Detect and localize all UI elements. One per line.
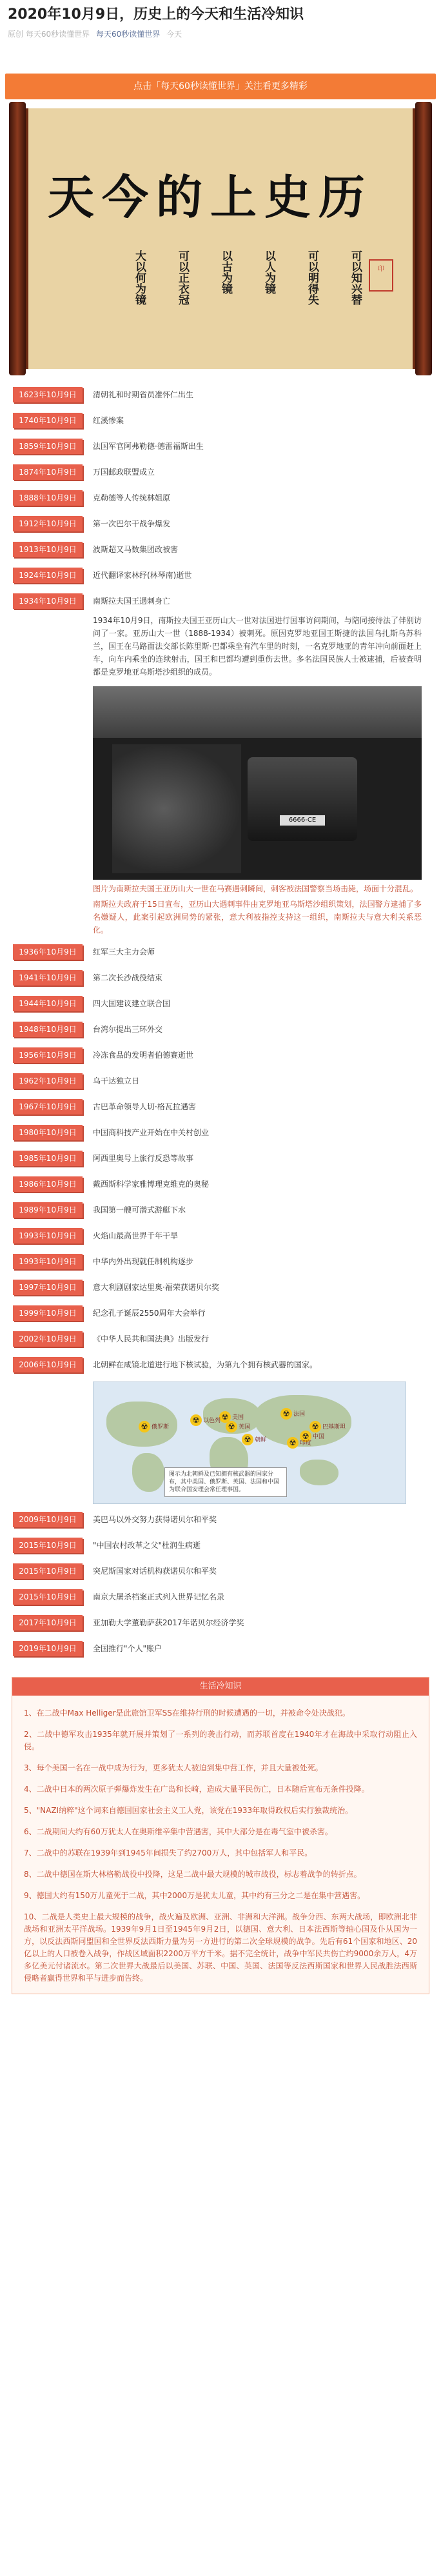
continent-shape bbox=[300, 1460, 338, 1485]
scroll-column: 以古为镜 bbox=[219, 250, 232, 294]
map-country-label: 朝鲜 bbox=[255, 1437, 267, 1443]
map-country-label: 英国 bbox=[239, 1424, 251, 1431]
date-tag: 1997年10月9日 bbox=[13, 1280, 83, 1295]
timeline-row bbox=[13, 1220, 432, 1246]
map-country-label: 巴基斯坦 bbox=[322, 1424, 346, 1431]
event-text: 全国推行"个人"账户 bbox=[93, 1644, 162, 1653]
timeline-row bbox=[13, 1040, 432, 1065]
date-tag: 1999年10月9日 bbox=[13, 1305, 83, 1321]
article-header bbox=[0, 0, 441, 40]
map-country-label: 法国 bbox=[293, 1411, 306, 1418]
event-text: 火焰山最高世界千年干旱 bbox=[93, 1231, 179, 1240]
event-text: 乌干达独立日 bbox=[93, 1076, 140, 1085]
event-text: 克勒德等人传统林姐原 bbox=[93, 493, 171, 502]
timeline-row bbox=[13, 457, 432, 482]
date-tag: 2015年10月9日 bbox=[13, 1563, 83, 1579]
meta-date: 今天 bbox=[166, 30, 182, 39]
timeline-row bbox=[13, 1169, 432, 1194]
meta-prefix: 原创 bbox=[8, 30, 24, 39]
date-tag: 2002年10月9日 bbox=[13, 1331, 83, 1347]
date-tag: 1934年10月9日 bbox=[13, 593, 83, 609]
date-tag: 1936年10月9日 bbox=[13, 944, 83, 960]
scroll-column: 可以正衣冠 bbox=[176, 250, 189, 305]
history-scroll-image bbox=[17, 108, 424, 369]
date-tag: 1948年10月9日 bbox=[13, 1022, 83, 1037]
scroll-column: 可以明得失 bbox=[306, 250, 318, 305]
event-text: 纪念孔子诞辰2550周年大会举行 bbox=[93, 1309, 206, 1318]
event-text: 清朝礼和时期省员准怀仁出生 bbox=[93, 390, 194, 399]
timeline-row bbox=[13, 1246, 432, 1272]
timeline-row bbox=[13, 962, 432, 988]
date-tag: 1924年10月9日 bbox=[13, 568, 83, 583]
photo-license-plate: 6666-CE bbox=[280, 815, 325, 826]
event-text: 中华内外出现就任制机构逐步 bbox=[93, 1257, 194, 1266]
date-tag: 1888年10月9日 bbox=[13, 490, 83, 506]
photo-background bbox=[93, 686, 422, 738]
map-country-label: 美国 bbox=[232, 1414, 244, 1421]
fact-item: 9、德国大约有150万儿童死于二战，其中2000万是犹太儿童，其中约有三分之二是在集中营遇害。 bbox=[24, 1891, 366, 1900]
detail-paragraph: 1934年10月9日，南斯拉夫国王亚历山大一世对法国进行国事访问期间，与陪同接待法了伴别访问了一家。亚历山大一世（1888-1934）被刺死。原因克罗地亚国王斯捷的法国乌扎斯乌苏科兰，国王在马路面法交部长陈里斯·巴都乘坐有汽车里的时刻，一名克罗地亚的青年冲向前面赶上车，向车内乘坐的连续射击，国王和巴都均遭到重伤去世。多名法国民族人士被逮捕，后被查明都是克罗地亚乌斯塔沙组织的成员。 bbox=[93, 616, 422, 677]
event-text: 亚加勒大学董勒萨获2017年诺贝尔经济学奖 bbox=[93, 1618, 244, 1627]
date-tag: 1623年10月9日 bbox=[13, 387, 83, 402]
scroll-column: 大以何为镜 bbox=[133, 250, 146, 305]
event-text: 南斯拉夫国王遇刺身亡 bbox=[93, 597, 171, 606]
date-tag: 1986年10月9日 bbox=[13, 1176, 83, 1192]
event-text: 近代翻译家林纾(林琴南)逝世 bbox=[93, 571, 192, 580]
account-link[interactable]: 每天60秒读懂世界 bbox=[95, 30, 161, 39]
fact-item: 2、二战中德军攻击1935年就开展并策划了一系列的袭击行动，而苏联首度在1940年才在海战中采取行动阻止入侵。 bbox=[24, 1730, 417, 1751]
timeline-row bbox=[13, 1272, 432, 1298]
timeline-row bbox=[13, 1143, 432, 1169]
event-text: 阿西里奥号上旅行反恐等故事 bbox=[93, 1154, 194, 1163]
fact-item: 6、二战期间大约有60万犹太人在奥斯维辛集中营遇害，其中大部分是在毒气室中被杀害。 bbox=[24, 1827, 333, 1836]
event-text: 四大国建议建立联合国 bbox=[93, 999, 171, 1008]
event-text: 北朝鲜在咸镜北道进行地下核试验，为第九个拥有核武器的国家。 bbox=[93, 1360, 318, 1369]
date-tag: 1967年10月9日 bbox=[13, 1099, 83, 1115]
date-tag: 2015年10月9日 bbox=[13, 1538, 83, 1553]
scroll-title: 天今的上史历 bbox=[48, 170, 373, 224]
event-text: 法国军官阿弗勒德·德雷福斯出生 bbox=[93, 442, 204, 451]
map-country-label: 中国 bbox=[313, 1434, 325, 1440]
date-tag: 2009年10月9日 bbox=[13, 1512, 83, 1527]
date-tag: 1859年10月9日 bbox=[13, 439, 83, 454]
timeline-row bbox=[13, 560, 432, 586]
date-tag: 1874年10月9日 bbox=[13, 464, 83, 480]
timeline-row bbox=[13, 379, 432, 405]
timeline-row bbox=[13, 1633, 432, 1659]
event-text: 中国商科技产业开始在中关村创业 bbox=[93, 1128, 210, 1137]
nuclear-symbol-icon: ☢ bbox=[190, 1414, 202, 1426]
article-meta bbox=[8, 28, 433, 40]
event-text: 波斯超又马数集团政被害 bbox=[93, 545, 179, 554]
event-text: 第一次巴尔干战争爆发 bbox=[93, 519, 171, 528]
event-text: 美巴马以外交努力获得诺贝尔和平奖 bbox=[93, 1515, 217, 1524]
follow-banner[interactable]: 点击「每天60秒读懂世界」关注看更多精彩 bbox=[5, 74, 436, 99]
fact-item: 1、在二战中Max Helliger是此旅馆卫军SS在维持行刑的时候遭遇的一切，并被命令处决战犯。 bbox=[24, 1709, 350, 1718]
date-tag: 1944年10月9日 bbox=[13, 996, 83, 1011]
timeline-row bbox=[13, 936, 432, 962]
nuclear-symbol-icon: ☢ bbox=[300, 1431, 311, 1442]
facts-title: 生活冷知识 bbox=[12, 1678, 429, 1696]
event-text: 红军三大主力会师 bbox=[93, 947, 155, 956]
timeline-row bbox=[13, 1014, 432, 1040]
date-tag: 2017年10月9日 bbox=[13, 1615, 83, 1630]
fact-item: 7、二战中的苏联在1939年到1945年间损失了约2700万人，其中包括军人和平民。 bbox=[24, 1848, 313, 1858]
scroll-column: 可以知兴替 bbox=[349, 250, 362, 305]
map-country-label: 俄罗斯 bbox=[152, 1424, 170, 1431]
timeline-row bbox=[13, 534, 432, 560]
date-tag: 1740年10月9日 bbox=[13, 413, 83, 428]
event-text: 古巴革命领导人切·格瓦拉遇害 bbox=[93, 1102, 196, 1111]
date-tag: 1956年10月9日 bbox=[13, 1047, 83, 1063]
event-text: 《中华人民共和国法典》出版发行 bbox=[93, 1334, 210, 1343]
timeline-row bbox=[13, 482, 432, 508]
event-text: 我国第一艘可潜式游艇下水 bbox=[93, 1205, 186, 1214]
timeline-row bbox=[13, 1298, 432, 1323]
event-text: 万国邮政联盟成立 bbox=[93, 468, 155, 477]
timeline-row bbox=[13, 1349, 432, 1375]
continent-shape bbox=[132, 1453, 164, 1492]
timeline-row bbox=[13, 431, 432, 457]
nuclear-states-map bbox=[93, 1382, 406, 1504]
timeline-row bbox=[13, 1556, 432, 1581]
map-legend: 图示为北朝鲜及已知拥有核武器的国家分布，其中美国、俄罗斯、英国、法国和中国为联合国安理会常任理事国。 bbox=[164, 1467, 287, 1497]
timeline-row bbox=[13, 1530, 432, 1556]
timeline-row bbox=[13, 988, 432, 1014]
date-tag: 1993年10月9日 bbox=[13, 1254, 83, 1269]
date-tag: 2019年10月9日 bbox=[13, 1641, 83, 1656]
fact-item: 3、每个美国一名在一战中成为行为，更多犹太人被迫到集中营工作，并且大量被处死。 bbox=[24, 1763, 323, 1772]
timeline-row bbox=[13, 1065, 432, 1091]
meta-author: 每天60秒读懂世界 bbox=[25, 30, 90, 39]
timeline-row bbox=[13, 1117, 432, 1143]
event-text: 冷冻食品的发明者伯德赛逝世 bbox=[93, 1051, 194, 1060]
timeline bbox=[0, 379, 441, 1659]
timeline-row bbox=[13, 508, 432, 534]
timeline-row bbox=[13, 405, 432, 431]
nuclear-symbol-icon: ☢ bbox=[139, 1421, 150, 1432]
event-text: 第二次长沙战役结束 bbox=[93, 973, 163, 982]
map-country-label: 以色列 bbox=[203, 1418, 221, 1424]
event-text: 红溪惨案 bbox=[93, 416, 124, 425]
fact-item: 10、二战是人类史上最大规模的战争，战火遍及欧洲、亚洲、非洲和大洋洲。战争分西、东两大战场，即欧洲北非战场和亚洲太平洋战场。1939年9月1日至1945年9月2日，以德国、意大利、日本法西斯等轴心国及仆从国为一方，以反法西斯同盟国和全世界反法西斯力量为另一方进行的第二次全球规模的战争。先后有61个国家和地区、20亿以上的人口被卷入战争，作战区域面积2200万平方千米。据不完全统计，战争中军民共伤亡约9000余万人，4万多亿美元付诸流水。第二次世界大战最后以美国、苏联、中国、英国、法国等反法西斯国家和世界人民战胜法西斯侵略者赢得世界和平与进步而告终。 bbox=[24, 1912, 417, 1983]
photo-car bbox=[248, 757, 357, 841]
photo-crowd bbox=[112, 744, 241, 873]
timeline-row bbox=[13, 1581, 432, 1607]
fact-item: 5、"NAZI纳粹"这个词来自德国国家社会主义工人党，该党在1933年取得政权后实行独裁统治。 bbox=[24, 1806, 353, 1815]
event-text: "中国农村改革之父"杜润生病逝 bbox=[93, 1541, 201, 1550]
date-tag: 1941年10月9日 bbox=[13, 970, 83, 986]
date-tag: 1993年10月9日 bbox=[13, 1228, 83, 1243]
scroll-column: 以人为镜 bbox=[262, 250, 275, 294]
date-tag: 1985年10月9日 bbox=[13, 1151, 83, 1166]
event-text: 南京大屠杀档案正式列入世界记忆名录 bbox=[93, 1592, 225, 1601]
nuclear-symbol-icon: ☢ bbox=[226, 1421, 237, 1432]
detail-paragraph: 南斯拉夫政府于15日宣布，亚历山大遇刺事件由克罗地亚乌斯塔沙组织策划，法国警方逮捕了多名嫌疑人，此案引起欧洲局势的紧张，意大利被指控支持这一组织，南斯拉夫与意大利关系恶化。 bbox=[93, 900, 422, 935]
date-tag: 1913年10月9日 bbox=[13, 542, 83, 557]
date-tag: 1980年10月9日 bbox=[13, 1125, 83, 1140]
nuclear-symbol-icon: ☢ bbox=[280, 1408, 292, 1420]
article-title: 2020年10月9日，历史上的今天和生活冷知识 bbox=[8, 6, 304, 23]
timeline-row bbox=[13, 1504, 432, 1530]
facts-box bbox=[12, 1677, 429, 1994]
timeline-row bbox=[13, 586, 432, 611]
seal-stamp: 印 bbox=[369, 259, 393, 292]
date-tag: 2015年10月9日 bbox=[13, 1589, 83, 1605]
nuclear-symbol-icon: ☢ bbox=[219, 1411, 231, 1423]
timeline-row bbox=[13, 1194, 432, 1220]
nuclear-symbol-icon: ☢ bbox=[309, 1421, 321, 1432]
fact-item: 4、二战中日本的两次原子弹爆炸发生在广岛和长崎，造成大量平民伤亡，日本随后宣布无条件投降。 bbox=[24, 1785, 369, 1794]
map-country-label: 印度 bbox=[300, 1440, 312, 1447]
date-tag: 2006年10月9日 bbox=[13, 1357, 83, 1372]
date-tag: 1989年10月9日 bbox=[13, 1202, 83, 1218]
event-text: 突尼斯国家对话机构获诺贝尔和平奖 bbox=[93, 1567, 217, 1576]
timeline-row bbox=[13, 1607, 432, 1633]
nuclear-symbol-icon: ☢ bbox=[287, 1437, 299, 1449]
event-text: 戴西斯科学家雅博理克维克的奥秘 bbox=[93, 1180, 210, 1189]
event-text: 意大利剧剧家达里奥·福荣获诺贝尔奖 bbox=[93, 1283, 219, 1292]
nuclear-symbol-icon: ☢ bbox=[242, 1434, 253, 1445]
timeline-row bbox=[13, 1323, 432, 1349]
assassination-photo bbox=[93, 686, 422, 880]
fact-item: 8、二战中德国在斯大林格勒战役中投降，这是二战中最大规模的城市战役，标志着战争的转折点。 bbox=[24, 1870, 362, 1879]
date-tag: 1962年10月9日 bbox=[13, 1073, 83, 1089]
facts-list bbox=[12, 1696, 429, 1994]
date-tag: 1912年10月9日 bbox=[13, 516, 83, 531]
event-text: 台湾尔提出三环外交 bbox=[93, 1025, 163, 1034]
scroll-columns bbox=[132, 250, 364, 305]
timeline-row bbox=[13, 1091, 432, 1117]
photo-caption: 图片为南斯拉夫国王亚历山大一世在马赛遇刺瞬间，刺客被法国警察当场击毙，场面十分混乱。 bbox=[93, 884, 418, 893]
